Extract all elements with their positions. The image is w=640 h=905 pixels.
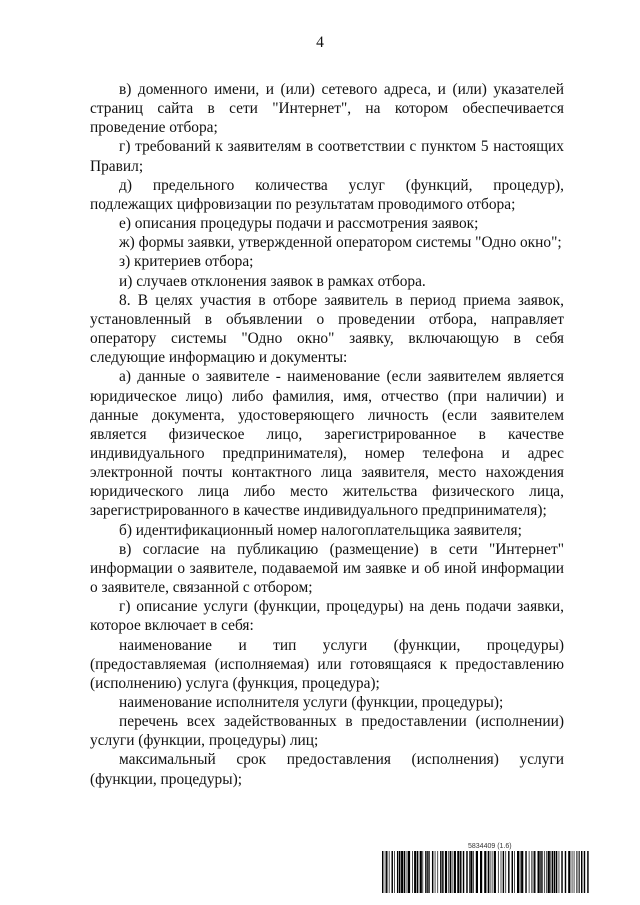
- paragraph-a-applicant-data: а) данные о заявителе - наименование (если заявителем является юридическое лицо) либо фамилия, имя, отчество (при наличии) и данные документа, удостоверяющего личность (если заявителем является физическое лицо, зарегистрированное в качестве индивидуального предпринимателя), номер телефона и адрес электронной почты контактного лица заявителя, место нахождения юридического лица либо место жительства физического лица, зарегистрированного в качестве индивидуального предпринимателя);: [90, 368, 564, 520]
- page-number: 4: [316, 34, 324, 51]
- paragraph-b-inn: б) идентификационный номер налогоплательщика заявителя;: [119, 521, 522, 539]
- document-body: [90, 80, 564, 789]
- paragraph-v-consent: в) согласие на публикацию (размещение) в сети "Интернет" информации о заявителе, подаваемой им заявке и об иной информации о заявителе, связанной с отбором;: [90, 540, 564, 597]
- paragraph-d-service-count: д) предельного количества услуг (функций, процедур), подлежащих цифровизации по результатам проводимого отбора;: [90, 176, 564, 213]
- paragraph-executor-name: наименование исполнителя услуги (функции, процедуры);: [119, 694, 504, 711]
- paragraph-max-term: максимальный срок предоставления (исполнения) услуги (функции, процедуры);: [90, 751, 564, 788]
- paragraph-z-criteria: з) критериев отбора;: [119, 253, 254, 271]
- paragraph-e-procedure: е) описания процедуры подачи и рассмотрения заявок;: [119, 215, 479, 233]
- paragraph-g-service-description: г) описание услуги (функции, процедуры) на день подачи заявки, которое включает в себя:: [90, 598, 564, 635]
- barcode-image: [382, 851, 590, 893]
- paragraph-v-domain: в) доменного имени, и (или) сетевого адреса, и (или) указателей страниц сайта в сети "Интернет", на котором обеспечивается проведение отбора;: [90, 81, 564, 137]
- paragraph-8-application: 8. В целях участия в отборе заявитель в период приема заявок, установленный в объявлении о проведении отбора, направляет оператору системы "Одно окно" заявку, включающую в себя следующие информацию и документы:: [90, 291, 564, 367]
- paragraph-zh-form: ж) формы заявки, утвержденной оператором системы "Одно окно";: [119, 234, 562, 252]
- paragraph-participants-list: перечень всех задействованных в предоставлении (исполнении) услуги (функции, процедуры) лиц;: [90, 713, 564, 750]
- paragraph-g-requirements: г) требований к заявителям в соответствии с пунктом 5 настоящих Правил;: [90, 138, 564, 175]
- paragraph-service-name-type: наименование и тип услуги (функции, процедуры) (предоставляемая (исполняемая) или готовящаяся к предоставлению (исполнению) услуга (функция, процедура);: [90, 636, 564, 692]
- barcode-number: 5834409 (1.6): [468, 843, 512, 850]
- paragraph-i-rejection: и) случаев отклонения заявок в рамках отбора.: [119, 272, 426, 290]
